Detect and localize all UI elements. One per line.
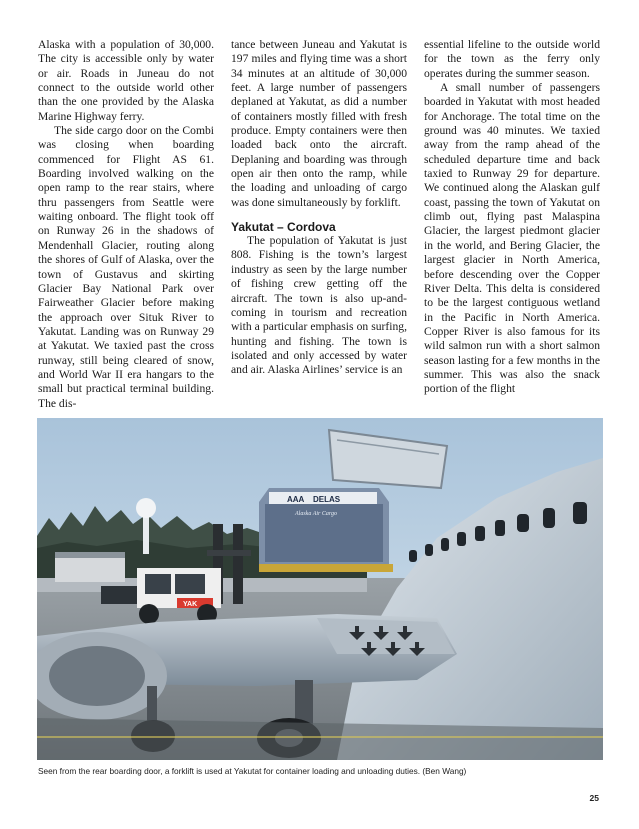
text-column-2 [231, 38, 407, 418]
forklift-label: YAK [183, 601, 198, 608]
column-2-paragraph-1: tance between Juneau and Yakutat is 197 miles and flying time was a short 34 minutes at an altitude of 30,000 feet. A large number of passengers deplaned at Yakutat, as did a number of containers mostly filled with fresh produce. Empty containers were then loaded back onto the aircraft. Deplaning and boarding was through open air then onto the ramp, while the loading and unloading of cargo was done simultaneously by forklift. [231, 38, 407, 209]
column-1-paragraph-2: The side cargo door on the Combi was closing when boarding commenced for Flight AS 61. Boarding involved walking on the open ramp to the rear stairs, where thru passengers from Seattle were waiting onboard. The flight took off on Runway 26 in the shadows of Mendenhall Glacier, routing along the shores of Gulf of Alaska, over the town of Gustavus and skirting Glacier Bay National Park over Fairweather Glacier before making the approach over Situk River to Yakutat. Landing was on Runway 29 at Yakutat. We taxied past the cross runway, still being cleared of snow, and World War II era hangars to the small but practical terminal building. The dis- [38, 124, 214, 410]
text-column-3 [424, 38, 600, 418]
column-3-paragraph-1: essential lifeline to the outside world for the town as the ferry only operates during the summer season. [424, 38, 600, 80]
photo-caption: Seen from the rear boarding door, a forklift is used at Yakutat for container loading and unloading duties. (Ben Wang) [38, 766, 467, 776]
column-1-paragraph-1: Alaska with a population of 30,000. The city is accessible only by water or air. Roads in Juneau do not connect to the outside world other than the one provided by the Alaska Marine Highway ferry. [38, 38, 214, 123]
container-label: AAA [287, 495, 305, 504]
column-2-paragraph-2: The population of Yakutat is just 808. Fishing is the town’s largest industry as seen by the large number of fishing crew getting off the aircraft. The town is also up-and-coming in tourism and recreation with a particular emphasis on surfing, hunting and fishing. The town is isolated and only accessed by water and air. Alaska Airlines’ service is an [231, 234, 407, 377]
section-heading: Yakutat – Cordova [231, 220, 336, 235]
page-number: 25 [589, 793, 599, 803]
container-script: Alaska Air Cargo [295, 511, 338, 517]
aircraft-ramp-photo [37, 418, 603, 760]
column-3-paragraph-2: A small number of passengers boarded in Yakutat with most headed for Anchorage. The total time on the ground was 40 minutes. We taxied away from the ramp ahead of the scheduled departure time and back taxied to Runway 29 for departure. We continued along the Alaskan gulf coast, passing the town of Yakutat on climb out, flying past Malaspina Glacier, the largest piedmont glacier in the world, and Bering Glacier, the largest glacier in North America, before descending over the Copper River Delta. This delta is considered to be the largest contiguous wetland in the Pacific in North America. Copper River is also famous for its wild salmon run with a short salmon season lasting for a few months in the summer. This was also the snack portion of the flight [424, 81, 600, 396]
text-column-1 [38, 38, 214, 418]
container-brand: DELAS [313, 495, 341, 504]
